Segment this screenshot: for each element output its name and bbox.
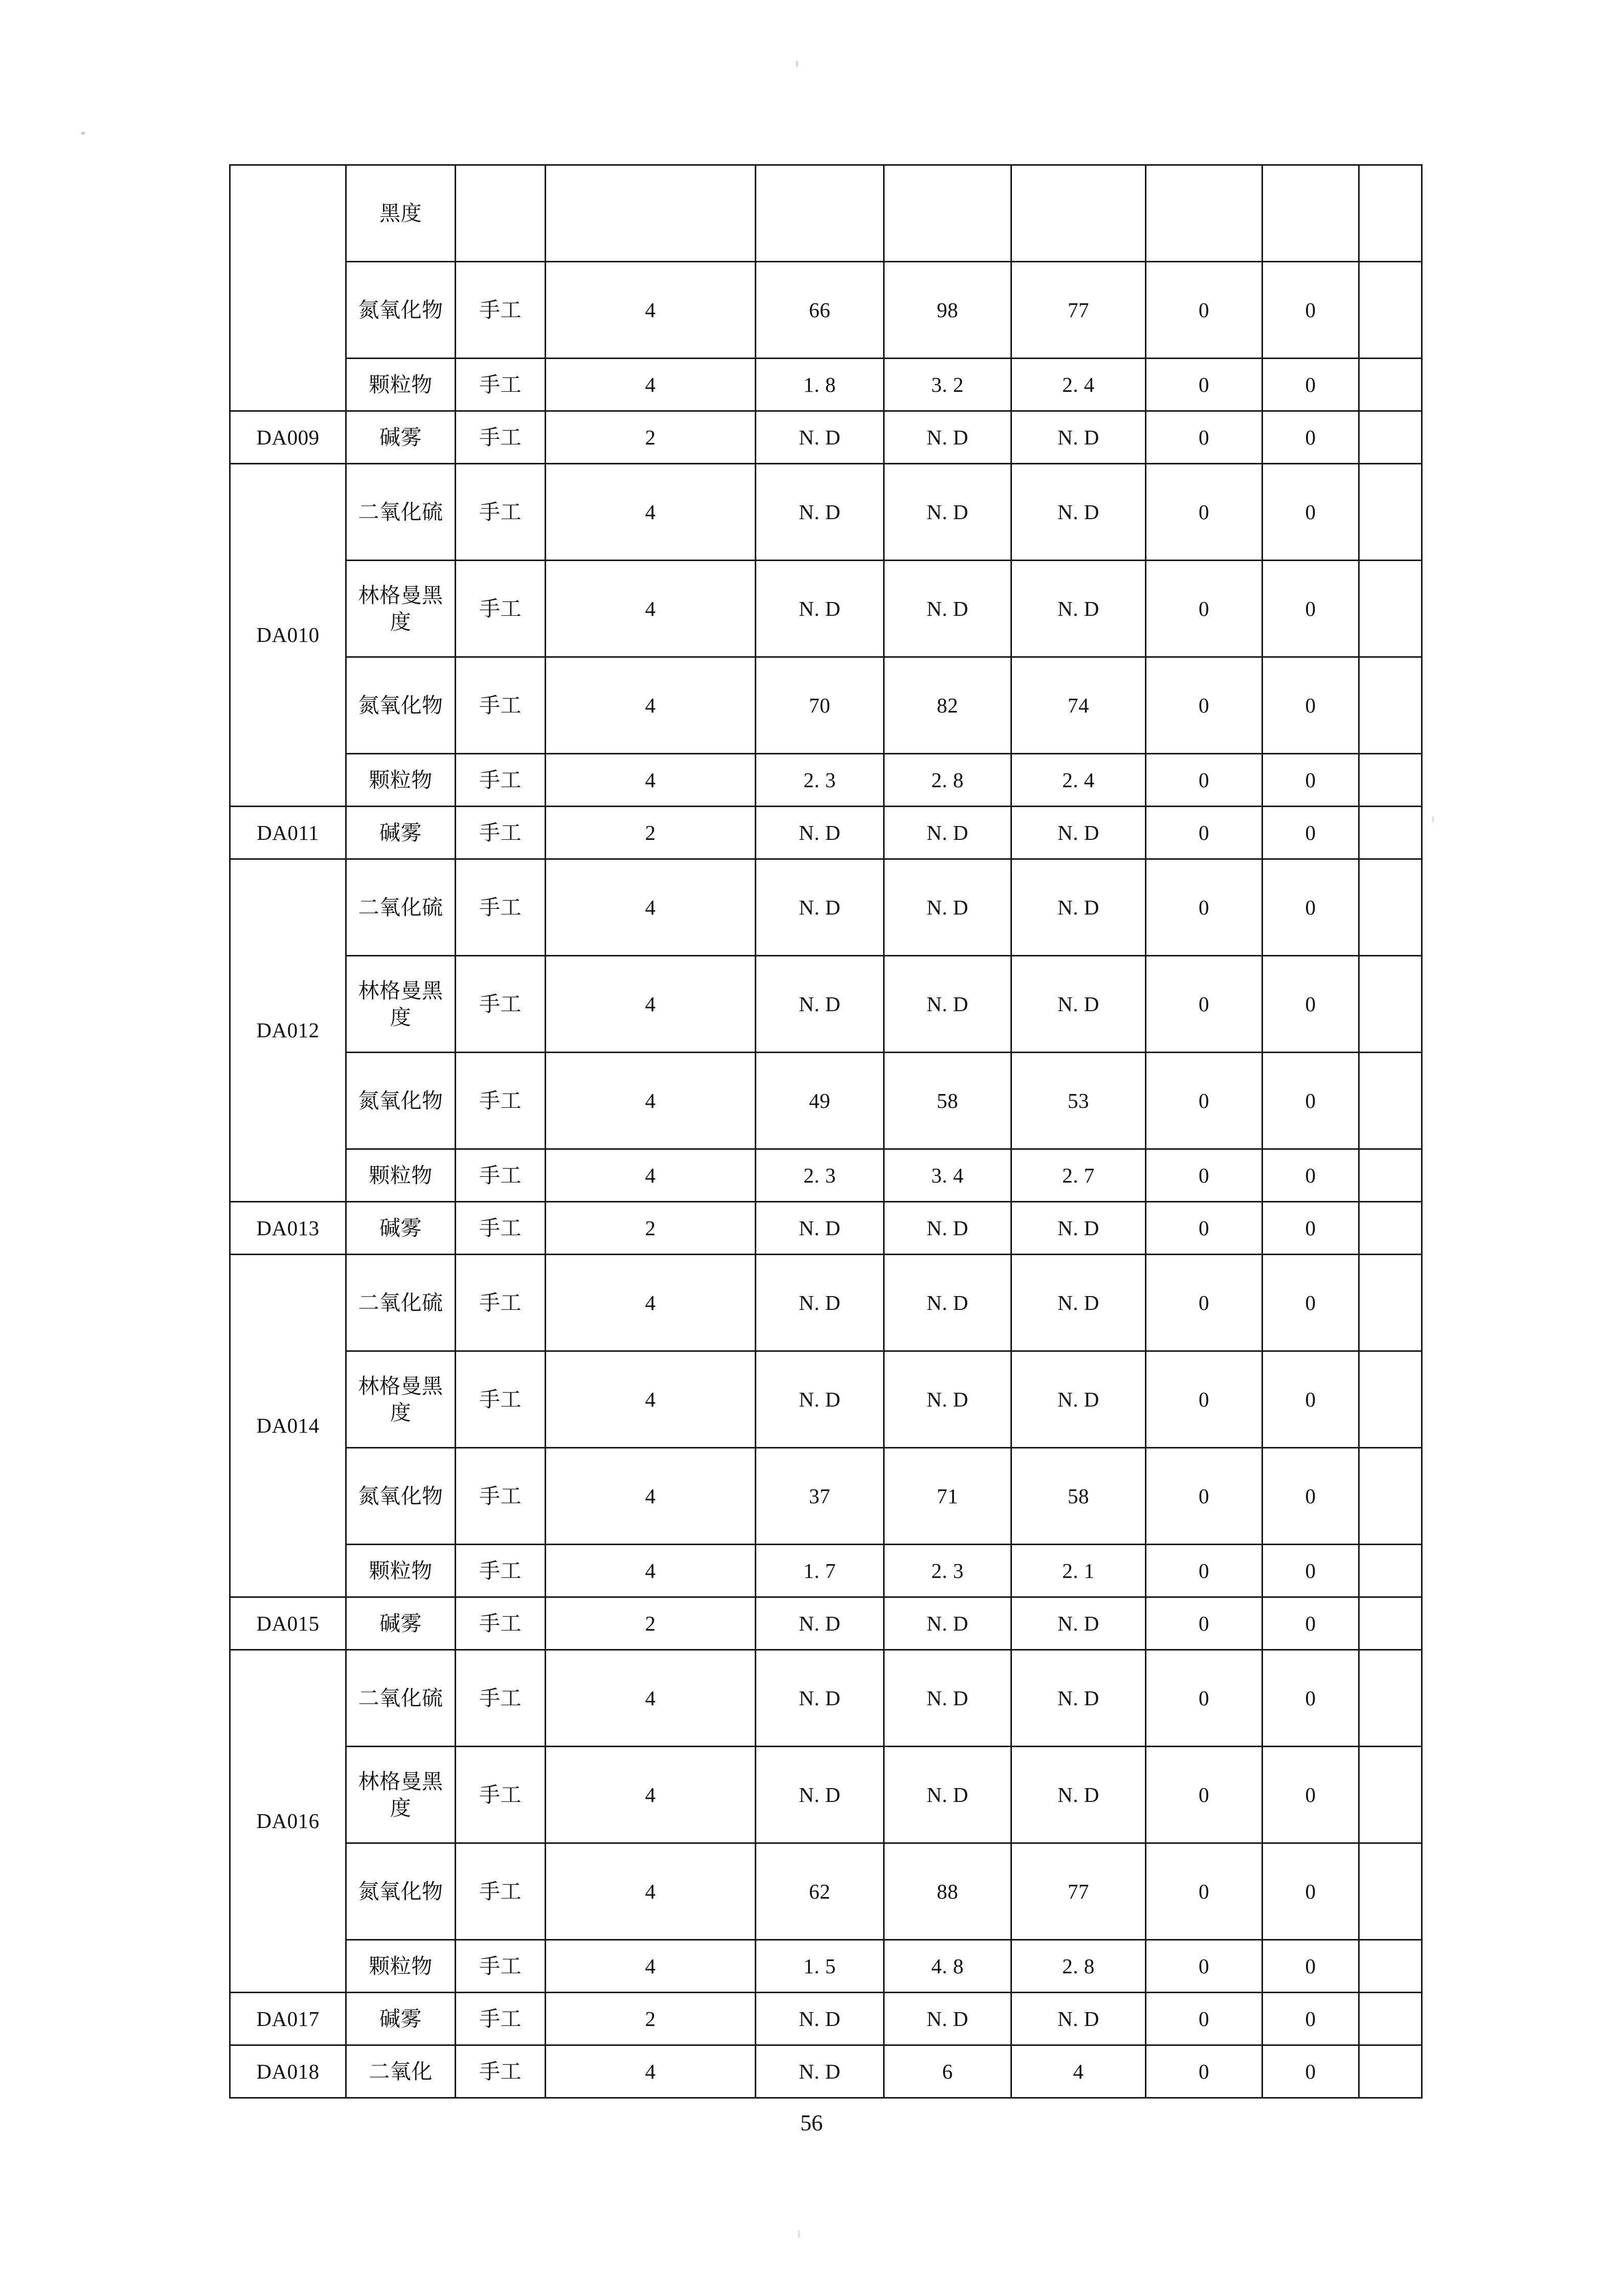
exceed-count-cell: 0 (1146, 1843, 1263, 1940)
exceed-count-cell: 0 (1146, 956, 1263, 1053)
exceed-count-cell: 0 (1146, 657, 1263, 754)
outlet-id-cell: DA010 (230, 464, 346, 807)
count-cell: 2 (546, 1597, 756, 1650)
empty-cell (1359, 2045, 1422, 2098)
max-cell: 3. 2 (884, 359, 1011, 411)
average-cell: N. D (1011, 1351, 1146, 1448)
method-cell: 手工 (456, 1747, 546, 1843)
table-row (230, 262, 1422, 359)
pollutant-cell: 颗粒物 (346, 1149, 456, 1202)
exceed-rate-cell: 0 (1263, 1351, 1359, 1448)
count-cell: 2 (546, 411, 756, 464)
min-cell: N. D (756, 1650, 884, 1747)
exceed-rate-cell: 0 (1263, 1650, 1359, 1747)
count-cell: 4 (546, 754, 756, 807)
pollutant-cell: 氮氧化物 (346, 1448, 456, 1545)
emission-data-table (229, 164, 1423, 2099)
table-row (230, 1650, 1422, 1747)
empty-cell (1359, 1448, 1422, 1545)
exceed-rate-cell: 0 (1263, 657, 1359, 754)
method-cell: 手工 (456, 1993, 546, 2045)
pollutant-cell: 二氧化 (346, 2045, 456, 2098)
max-cell: 58 (884, 1053, 1011, 1149)
pollutant-cell: 氮氧化物 (346, 657, 456, 754)
max-cell: 71 (884, 1448, 1011, 1545)
pollutant-cell: 二氧化硫 (346, 1650, 456, 1747)
count-cell: 4 (546, 859, 756, 956)
count-cell: 2 (546, 807, 756, 859)
empty-cell (1359, 1202, 1422, 1255)
exceed-rate-cell: 0 (1263, 411, 1359, 464)
table-row (230, 1448, 1422, 1545)
method-cell: 手工 (456, 1597, 546, 1650)
average-cell: N. D (1011, 1597, 1146, 1650)
page-number: 56 (800, 2110, 823, 2135)
min-cell: 70 (756, 657, 884, 754)
table-body (230, 165, 1422, 2098)
exceed-rate-cell: 0 (1263, 1597, 1359, 1650)
min-cell: N. D (756, 807, 884, 859)
exceed-count-cell: 0 (1146, 1993, 1263, 2045)
min-cell: 2. 3 (756, 1149, 884, 1202)
method-cell: 手工 (456, 1545, 546, 1597)
count-cell (546, 165, 756, 262)
outlet-id-cell: DA011 (230, 807, 346, 859)
method-cell: 手工 (456, 1255, 546, 1351)
min-cell: 49 (756, 1053, 884, 1149)
exceed-count-cell: 0 (1146, 1747, 1263, 1843)
count-cell: 4 (546, 1650, 756, 1747)
pollutant-cell: 氮氧化物 (346, 262, 456, 359)
method-cell: 手工 (456, 1053, 546, 1149)
exceed-count-cell: 0 (1146, 1202, 1263, 1255)
table-row (230, 956, 1422, 1053)
empty-cell (1359, 956, 1422, 1053)
exceed-rate-cell (1263, 165, 1359, 262)
average-cell: N. D (1011, 1202, 1146, 1255)
min-cell: N. D (756, 1747, 884, 1843)
average-cell: N. D (1011, 1993, 1146, 2045)
exceed-count-cell: 0 (1146, 464, 1263, 561)
count-cell: 4 (546, 956, 756, 1053)
exceed-count-cell: 0 (1146, 1149, 1263, 1202)
exceed-count-cell: 0 (1146, 2045, 1263, 2098)
max-cell: 4. 8 (884, 1940, 1011, 1993)
method-cell: 手工 (456, 1843, 546, 1940)
exceed-rate-cell: 0 (1263, 1448, 1359, 1545)
count-cell: 4 (546, 262, 756, 359)
min-cell: N. D (756, 1597, 884, 1650)
max-cell: N. D (884, 1650, 1011, 1747)
min-cell: N. D (756, 464, 884, 561)
table-row (230, 1255, 1422, 1351)
min-cell: 1. 8 (756, 359, 884, 411)
method-cell: 手工 (456, 807, 546, 859)
table-row (230, 411, 1422, 464)
exceed-rate-cell: 0 (1263, 1993, 1359, 2045)
method-cell (456, 165, 546, 262)
max-cell (884, 165, 1011, 262)
count-cell: 4 (546, 1053, 756, 1149)
empty-cell (1359, 1993, 1422, 2045)
exceed-count-cell: 0 (1146, 561, 1263, 657)
method-cell: 手工 (456, 1650, 546, 1747)
table-row (230, 561, 1422, 657)
exceed-count-cell: 0 (1146, 754, 1263, 807)
min-cell: N. D (756, 2045, 884, 2098)
average-cell: 2. 4 (1011, 359, 1146, 411)
emission-data-table-wrapper (229, 164, 1421, 2099)
empty-cell (1359, 657, 1422, 754)
table-row (230, 359, 1422, 411)
max-cell: 88 (884, 1843, 1011, 1940)
max-cell: N. D (884, 1255, 1011, 1351)
pollutant-cell: 碱雾 (346, 1597, 456, 1650)
average-cell: 74 (1011, 657, 1146, 754)
max-cell: N. D (884, 1202, 1011, 1255)
count-cell: 4 (546, 1940, 756, 1993)
empty-cell (1359, 411, 1422, 464)
average-cell: 58 (1011, 1448, 1146, 1545)
method-cell: 手工 (456, 657, 546, 754)
outlet-id-cell: DA013 (230, 1202, 346, 1255)
exceed-rate-cell: 0 (1263, 1053, 1359, 1149)
outlet-id-cell: DA015 (230, 1597, 346, 1650)
min-cell: 1. 7 (756, 1545, 884, 1597)
table-row (230, 1747, 1422, 1843)
pollutant-cell: 二氧化硫 (346, 859, 456, 956)
pollutant-cell: 林格曼黑度 (346, 1747, 456, 1843)
method-cell: 手工 (456, 1351, 546, 1448)
count-cell: 4 (546, 1747, 756, 1843)
exceed-count-cell: 0 (1146, 1650, 1263, 1747)
exceed-rate-cell: 0 (1263, 464, 1359, 561)
outlet-id-cell: DA016 (230, 1650, 346, 1993)
table-row (230, 165, 1422, 262)
max-cell: N. D (884, 411, 1011, 464)
min-cell: N. D (756, 1351, 884, 1448)
max-cell: N. D (884, 464, 1011, 561)
count-cell: 2 (546, 1202, 756, 1255)
min-cell: N. D (756, 1255, 884, 1351)
scan-artifact (798, 2230, 800, 2238)
table-row (230, 1149, 1422, 1202)
min-cell (756, 165, 884, 262)
table-row (230, 2045, 1422, 2098)
pollutant-cell: 碱雾 (346, 411, 456, 464)
table-row (230, 657, 1422, 754)
table-row (230, 464, 1422, 561)
outlet-id-cell: DA017 (230, 1993, 346, 2045)
outlet-id-cell (230, 165, 346, 411)
empty-cell (1359, 754, 1422, 807)
outlet-id-cell: DA018 (230, 2045, 346, 2098)
method-cell: 手工 (456, 956, 546, 1053)
average-cell: N. D (1011, 807, 1146, 859)
min-cell: N. D (756, 859, 884, 956)
max-cell: N. D (884, 1351, 1011, 1448)
empty-cell (1359, 1650, 1422, 1747)
max-cell: N. D (884, 859, 1011, 956)
exceed-count-cell (1146, 165, 1263, 262)
exceed-rate-cell: 0 (1263, 1843, 1359, 1940)
count-cell: 4 (546, 657, 756, 754)
pollutant-cell: 颗粒物 (346, 1545, 456, 1597)
average-cell: N. D (1011, 956, 1146, 1053)
min-cell: N. D (756, 411, 884, 464)
average-cell: N. D (1011, 464, 1146, 561)
max-cell: 2. 8 (884, 754, 1011, 807)
max-cell: 2. 3 (884, 1545, 1011, 1597)
exceed-count-cell: 0 (1146, 411, 1263, 464)
average-cell: N. D (1011, 1747, 1146, 1843)
count-cell: 4 (546, 1843, 756, 1940)
method-cell: 手工 (456, 859, 546, 956)
exceed-rate-cell: 0 (1263, 1545, 1359, 1597)
exceed-count-cell: 0 (1146, 262, 1263, 359)
count-cell: 4 (546, 1448, 756, 1545)
method-cell: 手工 (456, 411, 546, 464)
pollutant-cell: 颗粒物 (346, 1940, 456, 1993)
count-cell: 4 (546, 561, 756, 657)
exceed-rate-cell: 0 (1263, 359, 1359, 411)
count-cell: 4 (546, 464, 756, 561)
table-row (230, 859, 1422, 956)
max-cell: 3. 4 (884, 1149, 1011, 1202)
exceed-rate-cell: 0 (1263, 2045, 1359, 2098)
min-cell: 1. 5 (756, 1940, 884, 1993)
method-cell: 手工 (456, 561, 546, 657)
min-cell: N. D (756, 956, 884, 1053)
max-cell: N. D (884, 807, 1011, 859)
min-cell: 66 (756, 262, 884, 359)
exceed-rate-cell: 0 (1263, 754, 1359, 807)
max-cell: N. D (884, 1993, 1011, 2045)
count-cell: 4 (546, 1149, 756, 1202)
exceed-rate-cell: 0 (1263, 1940, 1359, 1993)
method-cell: 手工 (456, 1202, 546, 1255)
max-cell: N. D (884, 1747, 1011, 1843)
empty-cell (1359, 1940, 1422, 1993)
method-cell: 手工 (456, 1149, 546, 1202)
pollutant-cell: 颗粒物 (346, 359, 456, 411)
empty-cell (1359, 165, 1422, 262)
table-row (230, 754, 1422, 807)
min-cell: N. D (756, 1993, 884, 2045)
scan-artifact (1432, 816, 1434, 823)
method-cell: 手工 (456, 359, 546, 411)
exceed-rate-cell: 0 (1263, 1149, 1359, 1202)
empty-cell (1359, 859, 1422, 956)
exceed-count-cell: 0 (1146, 1940, 1263, 1993)
scan-artifact (80, 131, 85, 135)
count-cell: 4 (546, 1351, 756, 1448)
min-cell: N. D (756, 561, 884, 657)
table-row (230, 1940, 1422, 1993)
exceed-count-cell: 0 (1146, 1351, 1263, 1448)
average-cell: 77 (1011, 1843, 1146, 1940)
min-cell: 62 (756, 1843, 884, 1940)
pollutant-cell: 林格曼黑度 (346, 561, 456, 657)
pollutant-cell: 碱雾 (346, 807, 456, 859)
method-cell: 手工 (456, 754, 546, 807)
method-cell: 手工 (456, 1448, 546, 1545)
method-cell: 手工 (456, 464, 546, 561)
average-cell: 53 (1011, 1053, 1146, 1149)
method-cell: 手工 (456, 2045, 546, 2098)
empty-cell (1359, 262, 1422, 359)
max-cell: N. D (884, 1597, 1011, 1650)
average-cell: 77 (1011, 262, 1146, 359)
table-row (230, 1597, 1422, 1650)
max-cell: N. D (884, 956, 1011, 1053)
pollutant-cell: 氮氧化物 (346, 1053, 456, 1149)
exceed-count-cell: 0 (1146, 1255, 1263, 1351)
table-row (230, 1993, 1422, 2045)
min-cell: 2. 3 (756, 754, 884, 807)
table-row (230, 1545, 1422, 1597)
min-cell: N. D (756, 1202, 884, 1255)
exceed-count-cell: 0 (1146, 859, 1263, 956)
exceed-rate-cell: 0 (1263, 956, 1359, 1053)
outlet-id-cell: DA014 (230, 1255, 346, 1597)
count-cell: 4 (546, 2045, 756, 2098)
pollutant-cell: 林格曼黑度 (346, 1351, 456, 1448)
exceed-rate-cell: 0 (1263, 262, 1359, 359)
pollutant-cell: 氮氧化物 (346, 1843, 456, 1940)
exceed-rate-cell: 0 (1263, 561, 1359, 657)
max-cell: N. D (884, 561, 1011, 657)
pollutant-cell: 碱雾 (346, 1202, 456, 1255)
method-cell: 手工 (456, 262, 546, 359)
empty-cell (1359, 1351, 1422, 1448)
pollutant-cell: 林格曼黑度 (346, 956, 456, 1053)
average-cell: 2. 7 (1011, 1149, 1146, 1202)
empty-cell (1359, 1747, 1422, 1843)
count-cell: 2 (546, 1993, 756, 2045)
table-row (230, 1053, 1422, 1149)
empty-cell (1359, 1149, 1422, 1202)
exceed-rate-cell: 0 (1263, 1202, 1359, 1255)
average-cell: N. D (1011, 561, 1146, 657)
max-cell: 82 (884, 657, 1011, 754)
exceed-rate-cell: 0 (1263, 1255, 1359, 1351)
count-cell: 4 (546, 359, 756, 411)
empty-cell (1359, 1545, 1422, 1597)
average-cell: 2. 4 (1011, 754, 1146, 807)
empty-cell (1359, 359, 1422, 411)
empty-cell (1359, 561, 1422, 657)
max-cell: 98 (884, 262, 1011, 359)
empty-cell (1359, 464, 1422, 561)
pollutant-cell: 黑度 (346, 165, 456, 262)
average-cell: N. D (1011, 1255, 1146, 1351)
average-cell: 2. 8 (1011, 1940, 1146, 1993)
exceed-count-cell: 0 (1146, 1545, 1263, 1597)
empty-cell (1359, 1597, 1422, 1650)
max-cell: 6 (884, 2045, 1011, 2098)
empty-cell (1359, 807, 1422, 859)
exceed-rate-cell: 0 (1263, 807, 1359, 859)
exceed-count-cell: 0 (1146, 359, 1263, 411)
count-cell: 4 (546, 1545, 756, 1597)
empty-cell (1359, 1843, 1422, 1940)
exceed-count-cell: 0 (1146, 807, 1263, 859)
exceed-count-cell: 0 (1146, 1597, 1263, 1650)
average-cell: 2. 1 (1011, 1545, 1146, 1597)
average-cell: 4 (1011, 2045, 1146, 2098)
table-row (230, 1202, 1422, 1255)
pollutant-cell: 碱雾 (346, 1993, 456, 2045)
outlet-id-cell: DA009 (230, 411, 346, 464)
average-cell: N. D (1011, 859, 1146, 956)
exceed-rate-cell: 0 (1263, 859, 1359, 956)
average-cell: N. D (1011, 411, 1146, 464)
average-cell (1011, 165, 1146, 262)
outlet-id-cell: DA012 (230, 859, 346, 1202)
pollutant-cell: 颗粒物 (346, 754, 456, 807)
exceed-rate-cell: 0 (1263, 1747, 1359, 1843)
min-cell: 37 (756, 1448, 884, 1545)
average-cell: N. D (1011, 1650, 1146, 1747)
pollutant-cell: 二氧化硫 (346, 1255, 456, 1351)
count-cell: 4 (546, 1255, 756, 1351)
table-row (230, 807, 1422, 859)
table-row (230, 1351, 1422, 1448)
empty-cell (1359, 1053, 1422, 1149)
method-cell: 手工 (456, 1940, 546, 1993)
exceed-count-cell: 0 (1146, 1053, 1263, 1149)
scan-artifact (796, 60, 798, 68)
exceed-count-cell: 0 (1146, 1448, 1263, 1545)
empty-cell (1359, 1255, 1422, 1351)
pollutant-cell: 二氧化硫 (346, 464, 456, 561)
table-row (230, 1843, 1422, 1940)
